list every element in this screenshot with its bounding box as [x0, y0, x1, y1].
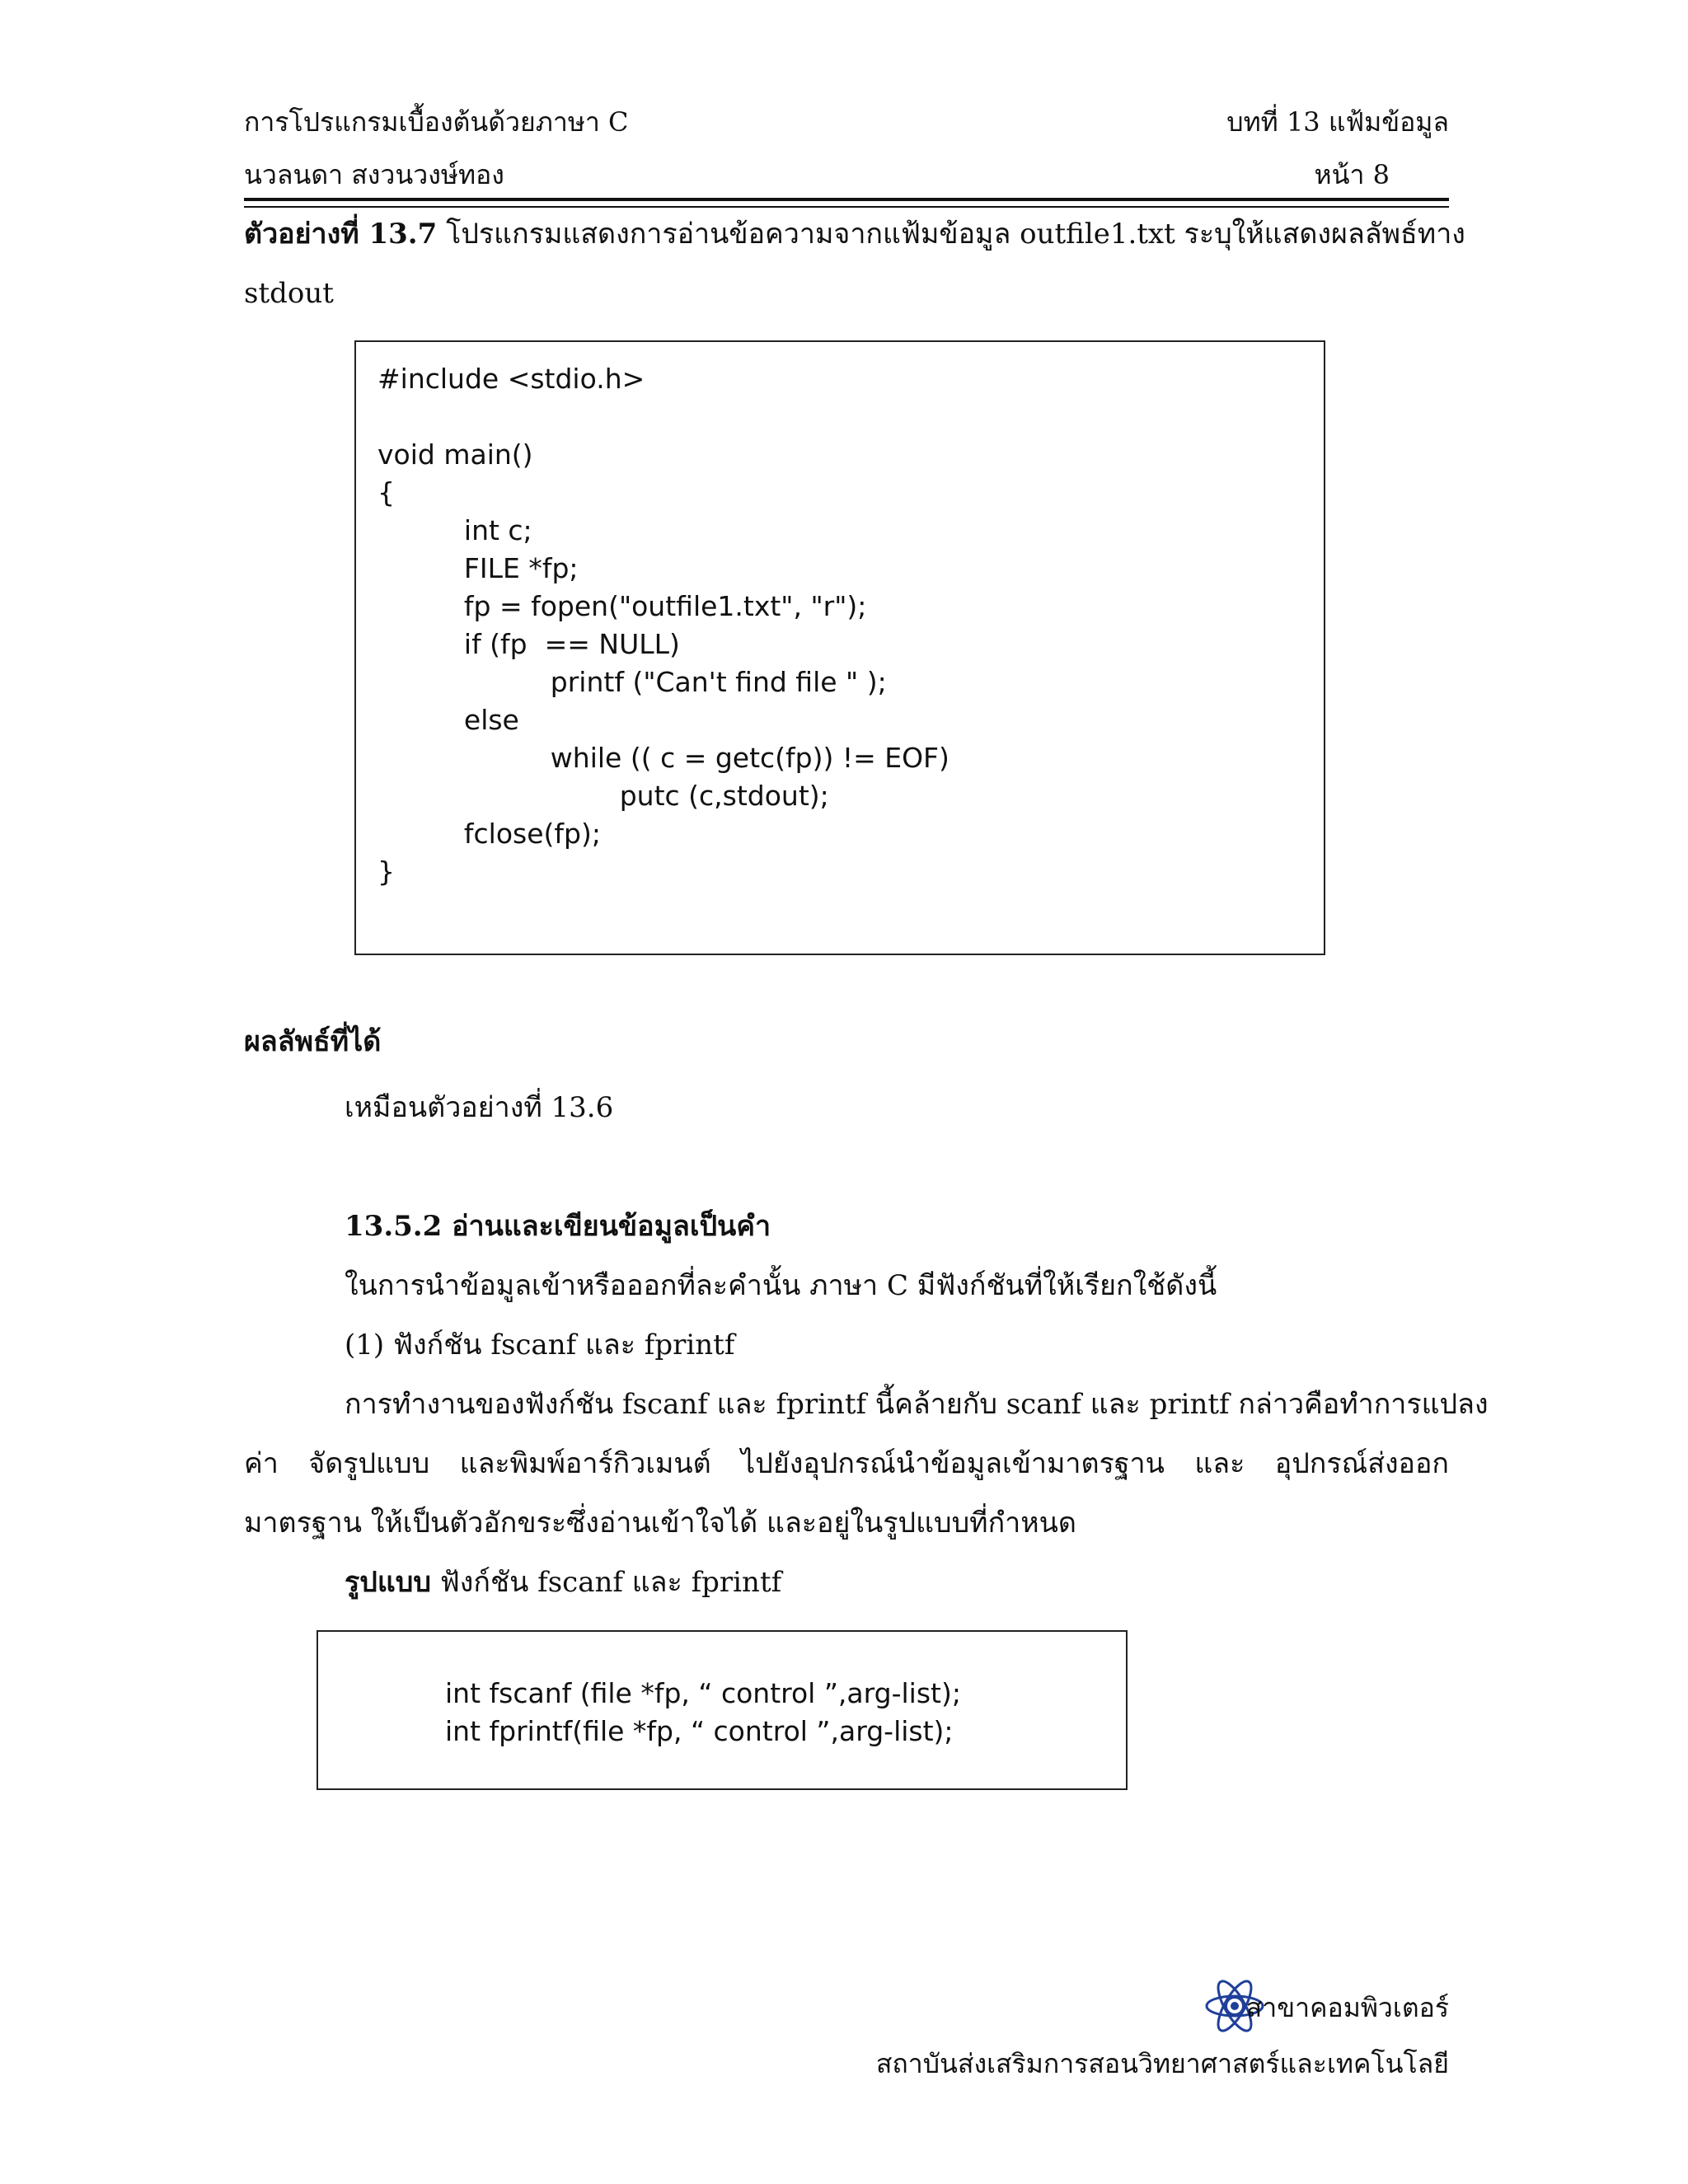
- paragraph-line-3: มาตรฐาน ให้เป็นตัวอักขระซึ่งอ่านเข้าใจได้ และอยู่ในรูปแบบที่กำหนด: [244, 1507, 1076, 1540]
- code-line: fp = fopen("outfile1.txt", "r");: [377, 590, 867, 622]
- example-caption: [244, 216, 1465, 252]
- footer-institute: สถาบันส่งเสริมการสอนวิทยาศาสตร์และเทคโนโลยี: [875, 2048, 1449, 2079]
- syntax-box: [316, 1630, 1128, 1790]
- footer-department: สาขาคอมพิวเตอร์: [1245, 1992, 1449, 2023]
- header-rule-thin: [244, 206, 1449, 208]
- syntax-line: int fprintf(file *fp, “ control ”,arg-list);: [445, 1715, 954, 1747]
- example-description-cont: stdout: [244, 277, 334, 310]
- format-text: ฟังก์ชัน fscanf และ fprintf: [430, 1566, 782, 1599]
- format-caption: [345, 1564, 781, 1601]
- paragraph-word: และพิมพ์อาร์กิวเมนต์: [459, 1447, 711, 1480]
- syntax-listing: [445, 1675, 961, 1750]
- code-line: #include <stdio.h>: [377, 363, 645, 395]
- header-author: นวลนดา สงวนวงษ์ทอง: [244, 159, 504, 190]
- header-chapter: บทที่ 13 แฟ้มข้อมูล: [1226, 106, 1449, 138]
- paragraph-word: ค่า: [244, 1447, 279, 1480]
- code-line: }: [377, 855, 395, 888]
- list-item-fscanf-fprintf: (1) ฟังก์ชัน fscanf และ fprintf: [345, 1329, 735, 1361]
- example-label: ตัวอย่างที่ 13.7: [244, 218, 438, 251]
- paragraph-line-1: การทำงานของฟังก์ชัน fscanf และ fprintf นี้คล้ายกับ scanf และ printf กล่าวคือทำการแปลง: [345, 1388, 1489, 1421]
- code-line: fclose(fp);: [377, 818, 601, 850]
- paragraph-line-2: [244, 1446, 1449, 1482]
- paragraph-word: ไปยังอุปกรณ์นำข้อมูลเข้ามาตรฐาน: [741, 1447, 1165, 1480]
- code-listing: [377, 360, 950, 891]
- paragraph-word: จัดรูปแบบ: [308, 1447, 430, 1480]
- code-line: {: [377, 476, 395, 509]
- result-heading: ผลลัพธ์ที่ได้: [244, 1025, 382, 1058]
- result-text: เหมือนตัวอย่างที่ 13.6: [345, 1091, 614, 1124]
- section-heading: 13.5.2 อ่านและเขียนข้อมูลเป็นคำ: [345, 1210, 771, 1243]
- section-intro: ในการนำข้อมูลเข้าหรือออกที่ละคำนั้น ภาษา C มีฟังก์ชันที่ให้เรียกใช้ดังนี้: [345, 1269, 1217, 1302]
- code-line: else: [377, 704, 519, 736]
- code-line: [377, 398, 950, 436]
- header-page-number: หน้า 8: [1314, 159, 1390, 190]
- header-course: การโปรแกรมเบื้องต้นด้วยภาษา C: [244, 106, 629, 138]
- example-description: โปรแกรมแสดงการอ่านข้อความจากแฟ้มข้อมูล outfile1.txt ระบุให้แสดงผลลัพธ์ทาง: [437, 218, 1465, 251]
- paragraph-word: และ: [1194, 1447, 1245, 1480]
- format-label: รูปแบบ: [345, 1566, 431, 1599]
- code-line: void main(): [377, 438, 533, 471]
- code-line: while (( c = getc(fp)) != EOF): [377, 742, 950, 774]
- syntax-line: int fscanf (file *fp, “ control ”,arg-list);: [445, 1677, 961, 1709]
- code-line: if (fp == NULL): [377, 628, 680, 660]
- code-line: int c;: [377, 514, 532, 546]
- code-listing-box: [354, 340, 1325, 955]
- header-rule-thick: [244, 198, 1449, 201]
- code-line: FILE *fp;: [377, 552, 579, 584]
- code-line: putc (c,stdout);: [377, 780, 829, 812]
- paragraph-word: อุปกรณ์ส่งออก: [1274, 1447, 1449, 1480]
- code-line: printf ("Can't find file " );: [377, 666, 887, 698]
